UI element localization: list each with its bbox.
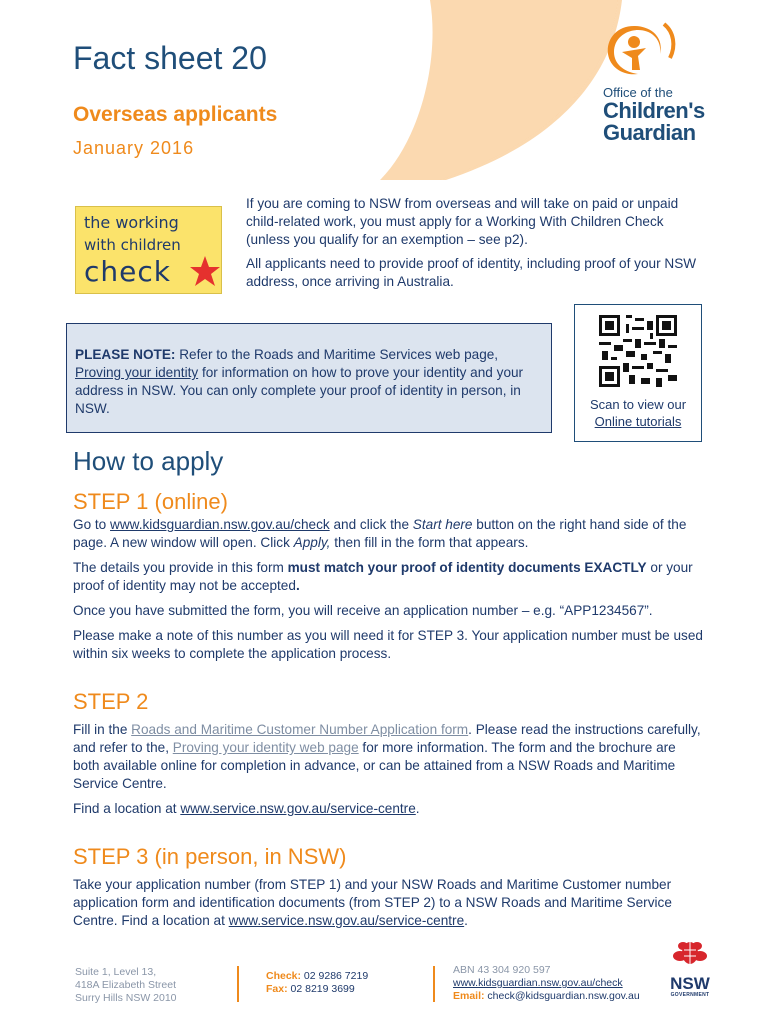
footer-phone <box>266 970 368 996</box>
online-tutorials-link[interactable]: Online tutorials <box>594 414 682 429</box>
step1-p2-text-b: or your proof of identity may not be accepted <box>73 560 693 593</box>
step2-p1-text-c: for more information. The form and the brochure are both available online for completion in advance, or can be attained from a NSW Roads and Maritime Service Centre. <box>73 740 676 791</box>
step3-p1-text-b: . <box>464 913 468 928</box>
logo-line1: Office of the <box>603 85 673 100</box>
ocg-logo <box>600 22 720 144</box>
email-label: Email: <box>453 990 485 1002</box>
start-here-text: Start here <box>412 517 473 532</box>
step2-p2-text-a: Find a location at <box>73 801 181 816</box>
step1-p1-text-c: button on the right hand side of the page. A new window will open. Click <box>73 517 687 550</box>
fax-number: 02 8219 3699 <box>287 983 355 995</box>
nsw-logo-text: NSW <box>670 974 710 993</box>
step1-p1-text-a: Go to <box>73 517 111 532</box>
footer-contact <box>453 964 640 1003</box>
footer-divider-1 <box>237 966 239 1002</box>
note-text-2: for information on how to prove your identity and your address in NSW. You can only complete your proof of identity in person, in NSW. <box>75 365 524 416</box>
step1-paragraph-1 <box>73 516 703 552</box>
step3-paragraph-1 <box>73 876 703 930</box>
footer-check-line <box>266 970 368 983</box>
kidsguardian-check-link[interactable]: www.kidsguardian.nsw.gov.au/check <box>110 517 330 532</box>
qr-code-icon[interactable] <box>599 315 677 387</box>
intro-text <box>246 195 701 297</box>
step2-heading: STEP 2 <box>73 689 149 714</box>
footer-address-line2: 418A Elizabeth Street <box>75 979 176 991</box>
please-note-box <box>66 323 552 433</box>
wwcc-logo-line1: the working <box>84 213 179 232</box>
apply-text: Apply, <box>293 535 331 550</box>
email-address[interactable]: check@kidsguardian.nsw.gov.au <box>484 990 640 1002</box>
step2-paragraph-2 <box>73 800 703 818</box>
waratah-icon <box>670 938 710 968</box>
wwcc-logo-line3: check <box>84 255 171 288</box>
nsw-government-logo <box>665 938 715 998</box>
wwcc-logo-line2: with children <box>84 236 181 254</box>
page-date: January 2016 <box>73 138 195 158</box>
step3-heading: STEP 3 (in person, in NSW) <box>73 844 347 869</box>
footer-website-link[interactable]: www.kidsguardian.nsw.gov.au/check <box>453 977 623 989</box>
footer-divider-2 <box>433 966 435 1002</box>
footer-email-line <box>453 990 640 1003</box>
service-centre-link-2[interactable]: www.service.nsw.gov.au/service-centre <box>228 913 465 928</box>
step2-body <box>73 721 703 825</box>
nsw-government-text: GOVERNMENT <box>670 992 710 998</box>
step1-paragraph-2 <box>73 559 703 595</box>
logo-line2: Children's <box>603 98 705 123</box>
customer-number-form-link[interactable]: Roads and Maritime Customer Number Application form <box>131 722 469 737</box>
step1-p2-text-a: The details you provide in this form <box>73 560 288 575</box>
step1-p1-text-b: and click the <box>329 517 413 532</box>
ocg-emblem-icon <box>604 22 678 80</box>
intro-paragraph-1: If you are coming to NSW from overseas and will take on paid or unpaid child-related work, you must apply for a Working With Children Check (unless you qualify for an exemption – see p2). <box>246 196 679 247</box>
step1-p2-bold: must match your proof of identity documents EXACTLY <box>287 560 647 575</box>
footer-address-line1: Suite 1, Level 13, <box>75 966 157 978</box>
footer-fax-line <box>266 983 368 996</box>
step2-p1-text-b: . Please read the instructions carefully, and refer to the, <box>73 722 701 755</box>
intro-paragraph-2: All applicants need to provide proof of identity, including proof of your NSW address, once arriving in Australia. <box>246 256 697 289</box>
step2-paragraph-1 <box>73 721 703 793</box>
step1-paragraph-4: Please make a note of this number as you will need it for STEP 3. Your application number must be used within six weeks to complete the application process. <box>73 628 703 661</box>
page-subtitle: Overseas applicants <box>73 103 278 126</box>
star-icon <box>189 255 221 289</box>
step3-p1-text-a: Take your application number (from STEP 1) and your NSW Roads and Maritime Customer number application form and identification documents (from STEP 2) to a NSW Roads and Maritime Service Centre. Find a location at <box>73 877 672 928</box>
note-label: PLEASE NOTE: <box>75 347 176 362</box>
page-title: Fact sheet 20 <box>73 40 267 76</box>
step1-heading: STEP 1 (online) <box>73 489 228 514</box>
footer-address-line3: Surry Hills NSW 2010 <box>75 992 177 1004</box>
check-label: Check: <box>266 970 302 982</box>
step2-p2-text-b: . <box>415 801 420 816</box>
qr-code-box <box>574 304 702 442</box>
note-text-1: Refer to the Roads and Maritime Services web page, <box>175 347 499 362</box>
step3-body <box>73 876 703 937</box>
footer-abn: ABN 43 304 920 597 <box>453 964 551 976</box>
logo-line3: Guardian <box>603 120 696 145</box>
check-phone: 02 9286 7219 <box>301 970 369 982</box>
footer-address <box>75 966 177 1005</box>
proving-identity-link[interactable]: Proving your identity <box>75 365 199 380</box>
step1-paragraph-3: Once you have submitted the form, you will receive an application number – e.g. “APP1234567”. <box>73 603 653 618</box>
step1-p2-dot: . <box>295 578 300 593</box>
step2-p1-text-a: Fill in the <box>73 722 132 737</box>
proving-identity-web-page-link[interactable]: Proving your identity web page <box>172 740 359 755</box>
wwcc-logo <box>75 206 222 294</box>
step1-p1-text-d: then fill in the form that appears. <box>330 535 529 550</box>
qr-scan-text: Scan to view our <box>589 397 687 412</box>
service-centre-link[interactable]: www.service.nsw.gov.au/service-centre <box>180 801 416 816</box>
how-to-apply-heading: How to apply <box>73 446 224 476</box>
fax-label: Fax: <box>266 983 288 995</box>
step1-body <box>73 516 703 670</box>
